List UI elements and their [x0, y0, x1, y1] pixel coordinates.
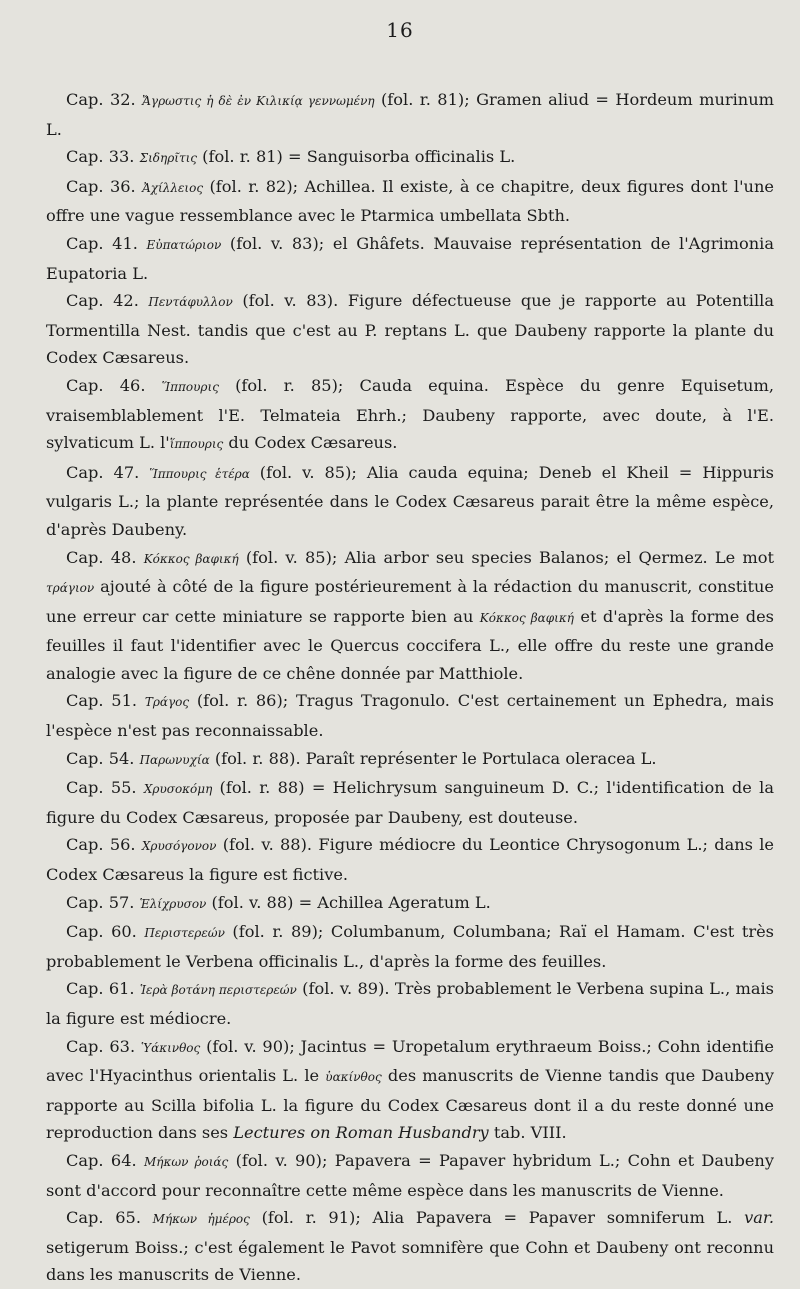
text-segment: (fol. r. 88) = Helichrysum sanguineum D. C.; l'identification de la figure du Codex Cæsareus, proposée par Daubeny, est douteuse. — [46, 778, 774, 827]
greek-term: Μήκων ἡμέρος — [152, 1212, 250, 1227]
page-number: 16 — [386, 18, 414, 42]
greek-term: ὑακίνθος — [325, 1070, 382, 1085]
text-segment: (fol. v. 88). Figure médiocre du Leontice Chrysogonum L.; dans le Codex Cæsareus la figure est fictive. — [46, 835, 774, 885]
text-segment: Cap. 55. — [66, 778, 144, 798]
entry-paragraph — [46, 889, 774, 919]
entry-paragraph — [46, 86, 774, 143]
greek-term: Κόκκος βαφική — [143, 551, 239, 566]
greek-term: τράγιον — [46, 581, 95, 596]
greek-term: ἵππουρις — [169, 437, 224, 452]
entry-paragraph — [46, 143, 774, 173]
text-segment: Cap. 63. — [66, 1036, 141, 1056]
text-segment: (fol. v. 83). Figure défectueuse que je rapporte au Potentilla Tormentilla Nest. tandis que c'est au P. reptans L. que Daubeny rapporte la plante du Codex Cæsareus. — [46, 291, 774, 368]
text-segment: tab. VIII. — [488, 1123, 567, 1143]
text-segment: (fol. r. 89); Columbanum, Columbana; Raï el Hamam. C'est très probablement le Verbena officinalis L., d'après la forme des feuilles. — [46, 922, 774, 971]
text-segment: Cap. 48. — [66, 547, 144, 567]
text-segment: (fol. v. 90); Papavera = Papaver hybridum L.; Cohn et Daubeny sont d'accord pour reconnaître cette même espèce dans les manuscrits de Vienne. — [46, 1150, 774, 1200]
entry-paragraph — [46, 745, 774, 775]
text-segment: Cap. 60. — [66, 922, 145, 942]
text-segment: (fol. v. 88) = Achillea Ageratum L. — [206, 892, 491, 912]
greek-term: Τράγος — [144, 695, 190, 710]
text-segment: (fol. r. 88). Paraît représenter le Portulaca oleracea L. — [209, 748, 657, 768]
entry-paragraph — [46, 459, 774, 544]
text-segment: (fol. r. 81) = Sanguisorba officinalis L. — [197, 147, 516, 167]
text-segment: et d'après la forme des feuilles il faut l'identifier avec le Quercus coccifera L., elle offre du reste une grande analogie avec la figure de ce chêne donnée par Matthiole. — [46, 606, 774, 683]
greek-term: Σιδηρῖτις — [139, 151, 198, 166]
text-segment: (fol. v. 85); Alia arbor seu species Balanos; el Qermez. Le mot — [238, 547, 774, 567]
text-segment: Cap. 51. — [66, 691, 145, 711]
text-segment: (fol. r. 81); Gramen aliud = Hordeum murinum L. — [46, 90, 774, 139]
italic-text: Lectures on Roman Husbandry — [233, 1123, 489, 1143]
text-segment: des manuscrits de Vienne tandis que Daubeny rapporte au Scilla bifolia L. la figure du Codex Cæsareus dont il a du reste donné une reproduction dans ses — [46, 1066, 774, 1143]
text-segment: (fol. r. 85); Cauda equina. Espèce du genre Equisetum, vraisemblablement l'E. Telmateia Ehrh.; Daubeny rapporte, avec doute, à l'E. sylvaticum L. l' — [46, 375, 774, 453]
greek-term: Περιστερεών — [144, 926, 225, 941]
greek-term: Παρωνυχία — [139, 752, 210, 767]
entry-paragraph — [46, 1204, 774, 1289]
entry-paragraph — [46, 544, 774, 688]
text-segment: Cap. 64. — [66, 1150, 144, 1170]
entry-paragraph — [46, 1033, 774, 1147]
text-segment: Cap. 33. — [66, 147, 140, 167]
entry-paragraph — [46, 230, 774, 287]
entry-paragraph — [46, 1147, 774, 1204]
entry-paragraph — [46, 173, 774, 230]
body-text — [46, 86, 774, 1289]
entry-paragraph — [46, 774, 774, 831]
text-segment: (fol. v. 85); Alia cauda equina; Deneb el Kheil = Hippuris vulgaris L.; la plante représentée dans le Codex Cæsareus parait être la même espèce, d'après Daubeny. — [46, 462, 774, 539]
greek-term: Ἵππουρις — [161, 379, 219, 394]
text-segment: (fol. r. 82); Achillea. Il existe, à ce chapitre, deux figures dont l'une offre une vague ressemblance avec le Ptarmica umbellata Sbth. — [46, 176, 774, 226]
text-segment: Cap. 47. — [66, 462, 150, 482]
italic-text: var. — [744, 1208, 774, 1228]
entry-paragraph — [46, 831, 774, 888]
greek-term: Ἱερὰ βοτάνη περιστερεών — [139, 983, 297, 998]
text-segment: Cap. 36. — [66, 176, 143, 196]
text-segment: Cap. 57. — [66, 892, 140, 912]
greek-term: Πεντάφυλλον — [148, 295, 233, 310]
entry-paragraph — [46, 975, 774, 1032]
text-segment: Cap. 41. — [66, 233, 147, 253]
text-segment: (fol. v. 89). Très probablement le Verbena supina L., mais la figure est médiocre. — [46, 979, 774, 1028]
text-segment: Cap. 46. — [66, 375, 162, 395]
text-segment: Cap. 42. — [66, 291, 149, 311]
greek-term: Μήκων ῥοιάς — [144, 1154, 229, 1169]
text-segment: Cap. 32. — [66, 90, 143, 109]
text-segment: Cap. 61. — [66, 979, 140, 999]
text-segment: ajouté à côté de la figure postérieurement à la rédaction du manuscrit, constitue une erreur car cette miniature se rapporte bien au — [46, 577, 774, 626]
greek-term: Ἑλίχρυσον — [139, 896, 207, 911]
text-segment: Cap. 56. — [66, 835, 142, 855]
greek-term: Εὐπατώριον — [146, 237, 222, 252]
text-segment: (fol. v. 90); Jacintus = Uropetalum erythraeum Boiss.; Cohn identifie avec l'Hyacinthus orientalis L. le — [46, 1036, 774, 1086]
text-segment: (fol. r. 86); Tragus Tragonulo. C'est certainement un Ephedra, mais l'espèce n'est pas reconnaissable. — [46, 691, 774, 741]
greek-term: Χρυσόγονον — [141, 839, 217, 854]
text-segment: Cap. 65. — [66, 1208, 153, 1228]
text-segment: setigerum Boiss.; c'est également le Pavot somnifère que Cohn et Daubeny ont reconnu dans les manuscrits de Vienne. — [46, 1237, 774, 1285]
entry-paragraph — [46, 687, 774, 744]
entry-paragraph — [46, 287, 774, 372]
text-segment: du Codex Cæsareus. — [223, 433, 398, 453]
greek-term: Ἀχίλλειος — [142, 180, 204, 195]
greek-term: Ἵππουρις ἑτέρα — [149, 466, 250, 481]
greek-term: Ἄγρωστις ἡ δὲ ἐν Κιλικίᾳ γεννωμένη — [142, 94, 375, 108]
greek-term: Ὑάκινθος — [140, 1040, 201, 1055]
greek-term: Χρυσοκόμη — [143, 782, 213, 797]
text-segment: (fol. r. 91); Alia Papavera = Papaver somniferum L. — [249, 1208, 745, 1228]
entry-paragraph — [46, 372, 774, 459]
text-segment: Cap. 54. — [66, 748, 140, 768]
text-segment: (fol. v. 83); el Ghâfets. Mauvaise représentation de l'Agrimonia Eupatoria L. — [46, 233, 774, 283]
greek-term: Κόκκος βαφική — [479, 610, 574, 625]
entry-paragraph — [46, 918, 774, 975]
